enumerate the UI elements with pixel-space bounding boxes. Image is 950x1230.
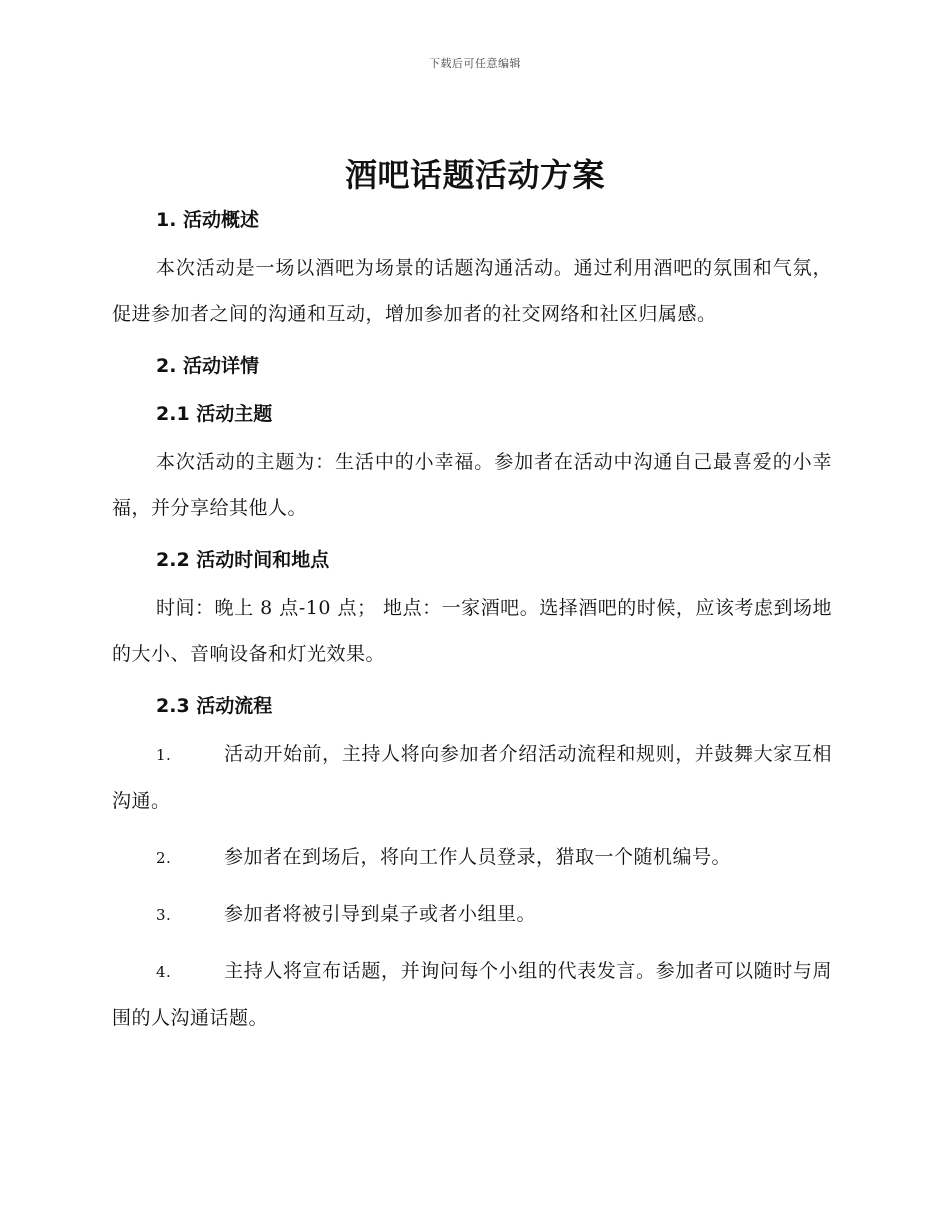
list-item-number: 4.: [156, 963, 172, 981]
list-item-text: 主持人将宣布话题，并询问每个小组的代表发言。参加者可以随时与周围的人沟通话题。: [112, 960, 832, 1029]
section-text-time-place: 时间：晚上 8 点-10 点； 地点：一家酒吧。选择酒吧的时候，应该考虑到场地的大小、音响设备和灯光效果。: [112, 597, 832, 665]
list-item-text: 参加者在到场后，将向工作人员登录，猎取一个随机编号。: [224, 846, 732, 868]
list-item-number: 1.: [156, 746, 172, 764]
section-heading-overview: 1. 活动概述: [156, 209, 260, 231]
section-heading-details: 2. 活动详情: [156, 355, 260, 377]
section-text-overview: 本次活动是一场以酒吧为场景的话题沟通活动。通过利用酒吧的氛围和气氛，促进参加者之间的沟通和互动，增加参加者的社交网络和社区归属感。: [112, 257, 832, 325]
list-item-number: 2.: [156, 849, 172, 867]
document-body: [112, 205, 832, 1041]
list-item: [112, 948, 832, 1041]
list-item: [112, 891, 832, 938]
section-heading-theme: 2.1 活动主题: [156, 403, 273, 425]
list-item: [112, 834, 832, 881]
list-item-text: 活动开始前，主持人将向参加者介绍活动流程和规则，并鼓舞大家互相沟通。: [112, 743, 832, 812]
header-note: 下载后可任意编辑: [429, 57, 521, 70]
section-text-theme: 本次活动的主题为：生活中的小幸福。参加者在活动中沟通自己最喜爱的小幸福，并分享给其他人。: [112, 451, 832, 519]
list-item-number: 3.: [156, 906, 172, 924]
document-title: 酒吧话题活动方案: [344, 156, 605, 194]
list-item-text: 参加者将被引导到桌子或者小组里。: [224, 903, 537, 925]
list-item: [112, 731, 832, 824]
section-heading-time-place: 2.2 活动时间和地点: [156, 549, 330, 571]
section-heading-process: 2.3 活动流程: [156, 695, 273, 717]
